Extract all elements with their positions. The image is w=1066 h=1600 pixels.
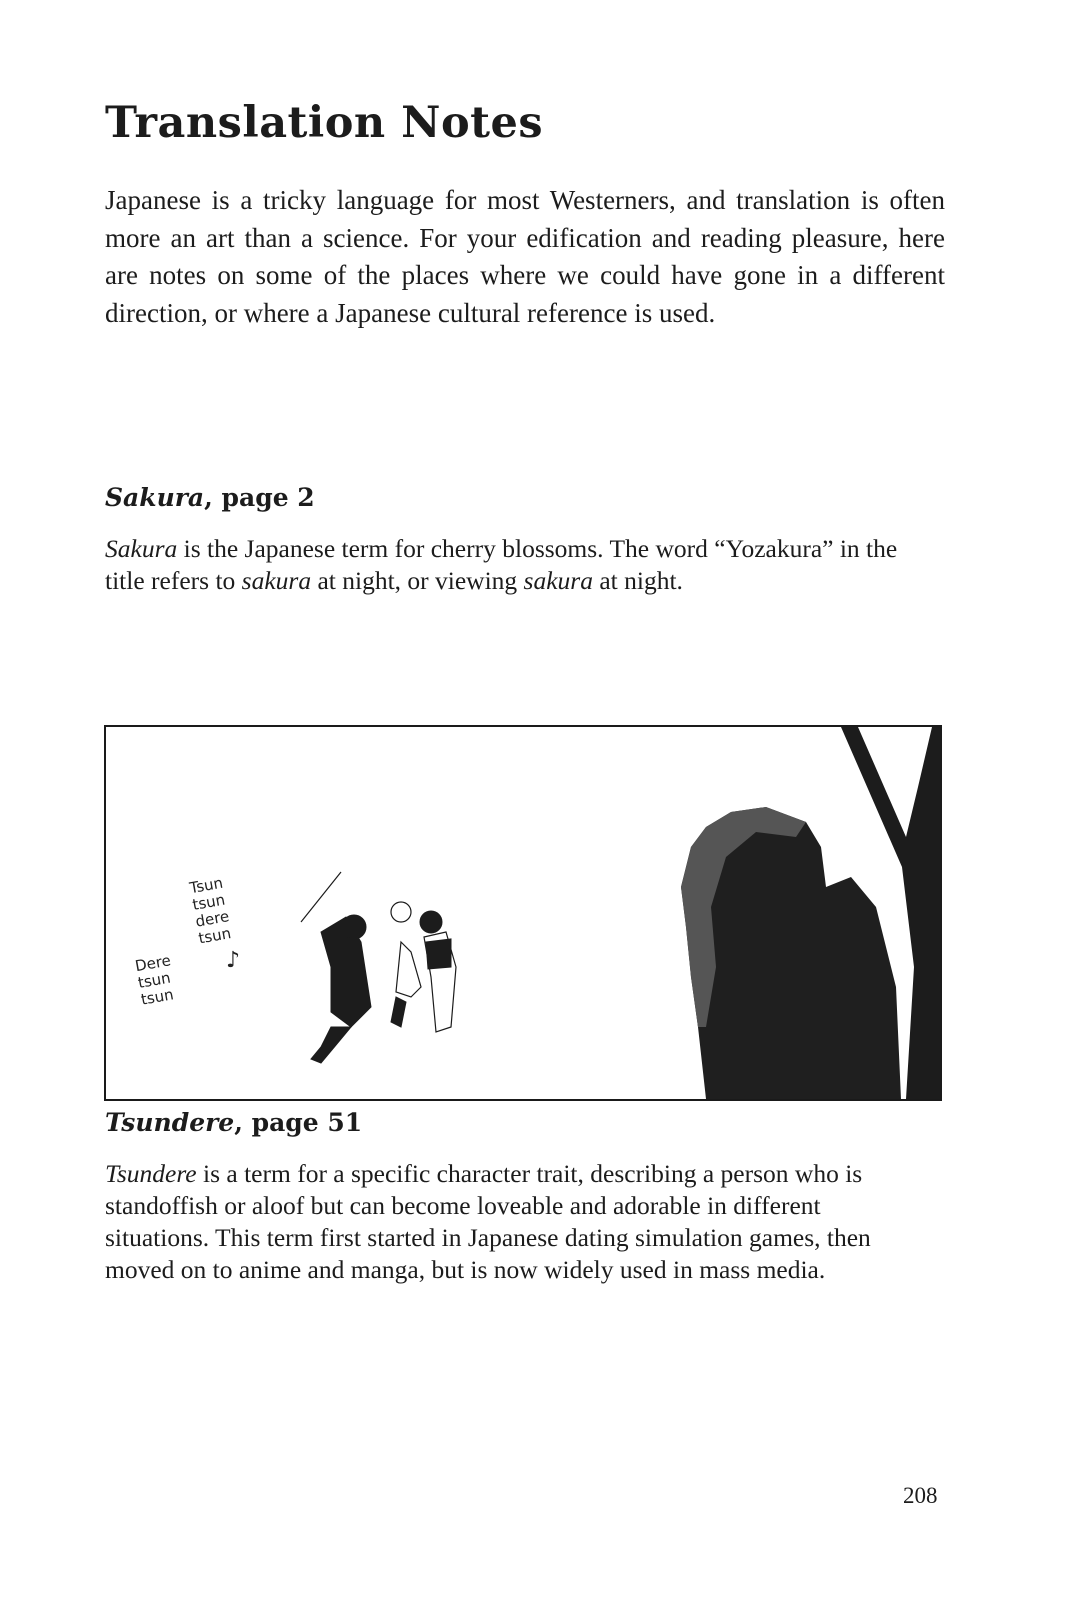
note-body-tsundere xyxy=(105,1158,895,1286)
note-page-ref: , page 2 xyxy=(204,483,315,512)
note-heading-tsundere xyxy=(105,1108,362,1137)
note-term: Tsundere xyxy=(105,1108,235,1137)
sfx-text-dere-tsun-tsun: Dere tsun tsun xyxy=(133,951,175,1009)
italic-term: sakura xyxy=(523,566,593,595)
sfx-text-tsun-tsun-dere-tsun: Tsun tsun dere tsun xyxy=(188,873,233,948)
note-text: at night, or viewing xyxy=(311,566,524,595)
note-text: at night. xyxy=(592,566,683,595)
note-text: is a term for a specific character trait, describing a person who is standoffish or aloof but can become loveable and adorable in different situations. This term first started in Japanese dating simulation games, then moved on to anime and manga, but is now widely used in mass media. xyxy=(105,1159,871,1284)
page-number: 208 xyxy=(903,1483,938,1508)
page-title: Translation Notes xyxy=(105,98,544,148)
italic-term: Tsundere xyxy=(105,1159,197,1188)
music-note-icon: ♪ xyxy=(226,948,241,973)
note-text: is the Japanese term for cherry blossoms. The word “Yozakura” in the title refers to xyxy=(105,534,898,595)
note-heading-sakura xyxy=(105,483,315,512)
note-body-sakura xyxy=(105,533,905,597)
manga-scene-drawing xyxy=(106,727,940,1099)
note-term: Sakura xyxy=(105,483,205,512)
italic-term: Sakura xyxy=(105,534,178,563)
intro-paragraph: Japanese is a tricky language for most Westerners, and translation is often more an art than a science. For your edification and reading pleasure, here are notes on some of the places where we could have gone in a different direction, or where a Japanese cultural reference is used. xyxy=(105,185,945,328)
italic-term: sakura xyxy=(241,566,312,595)
manga-panel-illustration xyxy=(104,725,942,1101)
note-page-ref: , page 51 xyxy=(234,1108,363,1137)
